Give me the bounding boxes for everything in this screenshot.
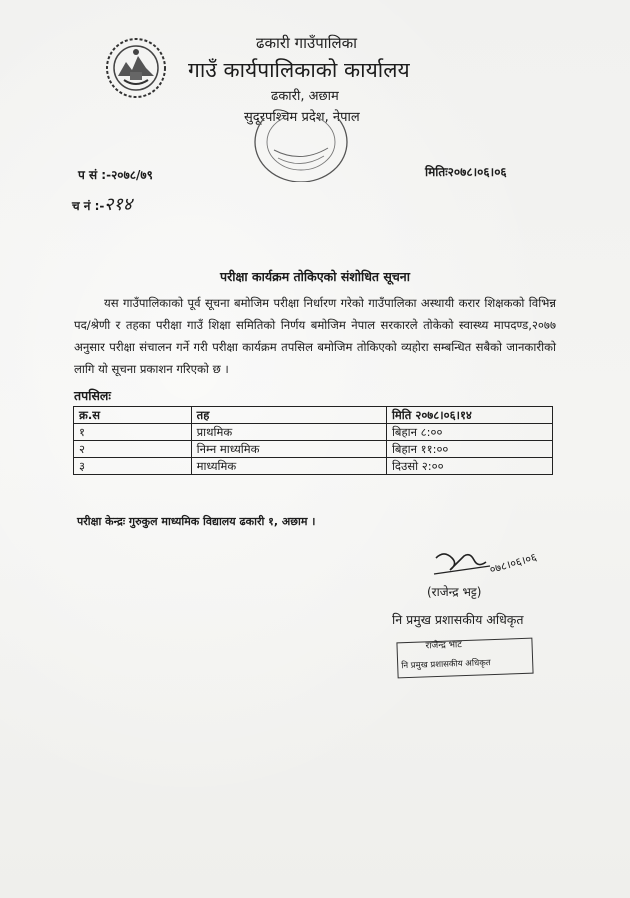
officer-rubber-stamp [396,638,533,679]
cell-serial: २ [74,441,192,458]
office-province: सुदूरपश्चिम प्रदेश, नेपाल [244,110,360,125]
signatory-name: (राजेन्द्र भट्ट) [427,585,482,599]
notice-body: यस गाउँपालिकाको पूर्व सूचना बमोजिम परीक्षा निर्धारण गरेको गाउँपालिका अस्थायी करार शिक्षकको विभिन्न पद/श्रेणी र तहका परीक्षा गाउँ शिक्षा समितिको निर्णय बमोजिम नेपाल सरकारले तोकेको स्वास्थ्य मापदण्ड,२०७७ अनुसार परीक्षा संचालन गर्ने गरी परीक्षा कार्यक्रम तपसिल बमोजिम तोकिएको व्यहोरा सम्बन्धित सबैको जानकारीको लागि यो सूचना प्रकाशन गरिएको छ । [74,296,556,376]
cell-level: माध्यमिक [191,458,386,475]
cell-time: दिउसो २:०० [386,458,552,475]
col-header-serial: क्र.स [74,407,192,424]
office-seal-stamp [252,118,350,182]
nepal-emblem-logo [104,36,168,100]
office-name: गाउँ कार्यपालिकाको कार्यालय [188,58,410,82]
dispatch-number-label: च नं :- [72,199,105,213]
cell-level: प्राथमिक [191,424,386,441]
signatory-title: नि प्रमुख प्रशासकीय अधिकृत [392,612,524,627]
cell-serial: ३ [74,458,192,475]
table-row [74,441,553,458]
stamp-officer-title: नि प्रमुख प्रशासकीय अधिकृत [401,658,491,672]
notice-subject: परीक्षा कार्यक्रम तोकिएको संशोधित सूचना [220,269,410,284]
stamp-officer-name: राजेन्द्र भाट [425,640,463,652]
office-location: ढकारी, अछाम [271,89,339,104]
exam-schedule-table [73,406,553,475]
table-header-row [74,407,553,424]
cell-level: निम्न माध्यमिक [191,441,386,458]
table-row [74,458,553,475]
col-header-date: मिति २०७८।०६।१४ [386,407,552,424]
reference-number: प सं :-२०७८/७९ [78,168,153,182]
cell-time: बिहान ८:०० [386,424,552,441]
table-row [74,424,553,441]
cell-serial: १ [74,424,192,441]
col-header-level: तह [191,407,386,424]
municipality-name: ढकारी गाउँपालिका [256,34,358,52]
schedule-label: तपसिलः [74,388,111,403]
dispatch-number-handwritten: २१४ [104,194,133,215]
cell-time: बिहान ११:०० [386,441,552,458]
exam-center: परीक्षा केन्द्रः गुरुकुल माध्यमिक विद्यालय ढकारी १, अछाम । [77,515,316,528]
signature-date-handwritten: ०७८।०६।०६ [488,550,539,577]
issue-date: मितिः२०७८।०६।०६ [425,165,507,179]
